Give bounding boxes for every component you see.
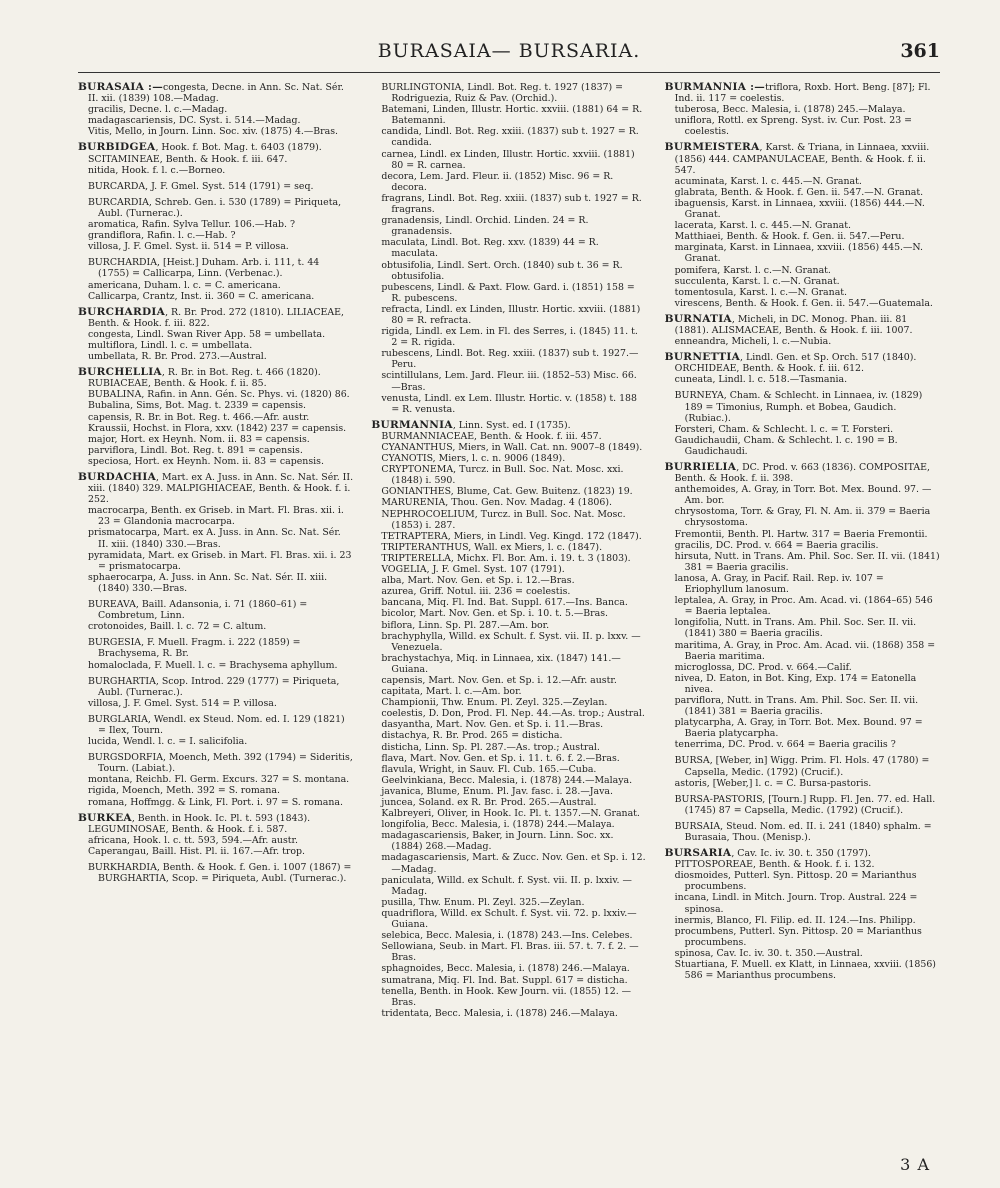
entry-line: Kraussii, Hochst. in Flora, xxv. (1842) 237 = capensis. <box>88 422 347 434</box>
genus-entry <box>665 390 940 457</box>
entry-line: major, Hort. ex Heynh. Nom. ii. 83 = capensis. <box>88 433 310 445</box>
entry-line: diosmoides, Putterl. Syn. Pittosp. 20 = Marianthus procumbens. <box>674 870 917 893</box>
genus-entry <box>665 794 940 816</box>
entry-line: Championii, Thw. Enum. Pl. Zeyl. 325.—Zeylan. <box>381 697 608 709</box>
entry-line: paniculata, Willd. ex Schult. f. Syst. vii. II. p. lxxiv. —Madag. <box>381 874 632 897</box>
entry-line: pusilla, Thw. Enum. Pl. Zeyl. 325.—Zeylan. <box>381 896 585 908</box>
entry-line: BURNEYA, Cham. & Schlecht. in Linnaea, iv. (1829) 189 = Timonius, Rumph. et Bobea, Gaudich. (Rubiac.). <box>674 390 923 424</box>
running-title: BURASAIA— BURSARIA. <box>377 40 641 62</box>
entry-line: procumbens, Putterl. Syn. Pittosp. 20 = Marianthus procumbens. <box>674 925 922 948</box>
genus-entry <box>78 599 353 632</box>
genus-entry <box>78 472 353 594</box>
page-number: 361 <box>900 40 940 62</box>
entry-line: americana, Duham. l. c. = C. americana. <box>88 279 281 291</box>
genus-entry <box>78 367 353 467</box>
entry-line: selebica, Becc. Malesia, i. (1878) 243.—Ins. Celebes. <box>381 930 633 942</box>
entry-line: BURCARDIA, Schreb. Gen. i. 530 (1789) = Piriqueta, Aubl. (Turnerac.). <box>88 196 342 219</box>
genus-entry <box>665 142 940 308</box>
header-rule <box>78 72 940 73</box>
entry-line: grandiflora, Rafin. l. c.—Hab. ? <box>88 230 236 242</box>
entry-headword: BURMANNIA <box>371 418 453 431</box>
entry-line: sphaerocarpa, A. Juss. in Ann. Sc. Nat. Sér. II. xiii. (1840) 330.—Bras. <box>88 571 328 594</box>
entry-line: capensis, R. Br. in Bot. Reg. t. 466.—Afr. austr. <box>88 411 310 423</box>
entry-line: Caperangau, Baill. Hist. Pl. ii. 167.—Afr. trop. <box>88 845 305 857</box>
entry-citation: , Mart. ex A. Juss. in Ann. Sc. Nat. Sér. II. xiii. (1840) 329. MALPIGHIACEAE, Benth. & Hook. f. i. 252. <box>88 472 354 506</box>
entry-line: chrysostoma, Torr. & Gray, Fl. N. Am. ii. 379 = Baeria chrysostoma. <box>674 506 931 529</box>
entry-line: coelestis, D. Don, Prod. Fl. Nep. 44.—As. trop.; Austral. <box>381 708 645 720</box>
entry-line: montana, Reichb. Fl. Germ. Excurs. 327 = S. montana. <box>88 774 350 786</box>
column-3 <box>665 82 940 1160</box>
entry-line: succulenta, Karst. l. c.—N. Granat. <box>674 275 840 287</box>
entry-line: tomentosula, Karst. l. c.—N. Granat. <box>674 286 848 298</box>
entry-line: alba, Mart. Nov. Gen. et Sp. i. 12.—Bras. <box>381 575 575 587</box>
entry-line: rigida, Lindl. ex Lem. in Fl. des Serres, i. (1845) 11. t. 2 = R. rigida. <box>381 326 638 349</box>
entry-line: flavula, Wright, in Sauv. Fl. Cub. 165.—Cuba. <box>381 763 597 775</box>
entry-line: Geelvinkiana, Becc. Malesia, i. (1878) 244.—Malaya. <box>381 774 633 786</box>
entry-line: aromatica, Rafin. Sylva Tellur. 106.—Hab. ? <box>88 219 295 231</box>
entry-line: lacerata, Karst. l. c. 445.—N. Granat. <box>674 220 851 232</box>
column-1 <box>78 82 353 1160</box>
genus-entry <box>665 352 940 385</box>
entry-headword: BURASAIA :— <box>78 82 164 93</box>
entry-line: romana, Hoffmgg. & Link, Fl. Port. i. 97 = S. romana. <box>88 796 343 808</box>
entry-headword: BURNETTIA <box>664 351 741 364</box>
entry-line: distachya, R. Br. Prod. 265 = disticha. <box>381 730 563 742</box>
entry-citation: , Linn. Syst. ed. I (1735). BURMANNIACEAE, Benth. & Hook. f. iii. 457. <box>381 419 602 442</box>
entry-line: maritima, A. Gray, in Proc. Am. Acad. vii. (1868) 358 = Baeria maritima. <box>674 639 936 662</box>
entry-line: Kalbreyeri, Oliver, in Hook. Ic. Pl. t. 1357.—N. Granat. <box>381 808 640 820</box>
genus-entry <box>78 142 353 175</box>
entry-line: scintillulans, Lem. Jard. Fleur. iii. (1852–53) Misc. 66. —Bras. <box>381 370 637 393</box>
entry-headword: BURRIELIA <box>664 461 737 473</box>
entry-line: nivea, D. Eaton, in Bot. King, Exp. 174 = Eatonella nivea. <box>674 672 917 695</box>
entry-citation: congesta, Decne. in Ann. Sc. Nat. Sér. II. xii. (1839) 108.—Madag. <box>88 82 344 105</box>
genus-entry <box>78 862 353 884</box>
entry-line: anthemoides, A. Gray, in Torr. Bot. Mex. Bound. 97. —Am. bor. <box>674 484 932 507</box>
entry-line: tenella, Benth. in Hook. Kew Journ. vii. (1855) 12. —Bras. <box>381 985 632 1008</box>
entry-line: CYANOTIS, Miers, l. c. n. 9006 (1849). <box>381 453 566 465</box>
entry-headword: BURSARIA <box>664 847 732 860</box>
entry-line: brachystachya, Miq. in Linnaea, xix. (1847) 141.—Guiana. <box>381 652 621 675</box>
entry-line: javanica, Blume, Enum. Pl. Jav. fasc. i. 28.—Java. <box>381 785 613 797</box>
entry-line: BURSA, [Weber, in] Wigg. Prim. Fl. Hols. 47 (1780) = Capsella, Medic. (1792) (Crucif.). <box>674 755 930 778</box>
genus-entry <box>78 82 353 137</box>
entry-citation: , Benth. in Hook. Ic. Pl. t. 593 (1843). LEGUMINOSAE, Benth. & Hook. f. i. 587. <box>88 812 311 835</box>
entry-line: juncea, Soland. ex R. Br. Prod. 265.—Austral. <box>381 797 597 808</box>
entry-citation: , Cav. Ic. iv. 30. t. 350 (1797). PITTOSPOREAE, Benth. & Hook. f. i. 132. <box>674 848 875 871</box>
entry-line: congesta, Lindl. Swan River App. 58 = umbellata. <box>88 328 326 340</box>
entry-line: spinosa, Cav. Ic. iv. 30. t. 350.—Austral. <box>674 947 863 959</box>
entry-line: TETRAPTERA, Miers, in Lindl. Veg. Kingd. 172 (1847). <box>381 530 642 542</box>
entry-citation: , R. Br. in Bot. Reg. t. 466 (1820). RUBIACEAE, Benth. & Hook. f. ii. 85. <box>88 367 321 390</box>
entry-line: BURSAIA, Steud. Nom. ed. II. i. 241 (1840) sphalm. = Burasaia, Thou. (Menisp.). <box>674 820 932 843</box>
genus-entry <box>78 197 353 252</box>
entry-line: TRIPTERELLA, Michx. Fl. Bor. Am. i. 19. t. 3 (1803). <box>381 552 631 564</box>
entry-line: leptalea, A. Gray, in Proc. Am. Acad. vi. (1864–65) 546 = Baeria leptalea. <box>674 595 933 618</box>
entry-line: Fremontii, Benth. Pl. Hartw. 317 = Baeria Fremontii. <box>674 528 928 540</box>
entry-line: BURGSDORFIA, Moench, Meth. 392 (1794) = Sideritis, Tourn. (Labiat.). <box>88 752 353 775</box>
entry-line: africana, Hook. l. c. tt. 593, 594.—Afr. austr. <box>88 834 298 846</box>
text-columns <box>78 82 940 1160</box>
entry-line: speciosa, Hort. ex Heynh. Nom. ii. 83 = capensis. <box>88 455 324 467</box>
entry-line: NEPHROCOELIUM, Turcz. in Bull. Soc. Nat. Mosc. (1853) i. 287. <box>381 508 626 531</box>
entry-line: rigida, Moench, Meth. 392 = S. romana. <box>88 785 280 797</box>
entry-line: CRYPTONEMA, Turcz. in Bull. Soc. Nat. Mosc. xxi. (1848) i. 590. <box>381 464 624 487</box>
entry-line: disticha, Linn. Sp. Pl. 287.—As. trop.; Austral. <box>381 741 600 753</box>
entry-line: parviflora, Lindl. Bot. Reg. t. 891 = capensis. <box>88 444 303 456</box>
genus-entry <box>78 181 353 192</box>
entry-headword: BURNATIA <box>664 312 732 325</box>
entry-line: capensis, Mart. Nov. Gen. et Sp. i. 12.—Afr. austr. <box>381 674 617 686</box>
entry-citation: , Lindl. Gen. et Sp. Orch. 517 (1840). ORCHIDEAE, Benth. & Hook. f. iii. 612. <box>674 352 917 375</box>
entry-line: prismatocarpa, Mart. ex A. Juss. in Ann. Sc. Nat. Sér. II. xiii. (1840) 330.—Bras. <box>88 527 341 550</box>
entry-line: umbellata, R. Br. Prod. 273.—Austral. <box>88 351 267 363</box>
genus-entry <box>78 637 353 670</box>
column-2 <box>371 82 646 1160</box>
entry-line: fragrans, Lindl. Bot. Reg. xxiii. (1837) sub t. 1927 = R. fragrans. <box>381 192 642 216</box>
entry-line: BURKHARDIA, Benth. & Hook. f. Gen. i. 1007 (1867) = BURGHARTIA, Scop. = Piriqueta, Aubl. (Turnerac.). <box>88 862 352 885</box>
genus-entry <box>78 752 353 807</box>
entry-line: MARURENIA, Thou. Gen. Nov. Madag. 4 (1806). <box>381 497 612 509</box>
entry-line: pyramidata, Mart. ex Griseb. in Mart. Fl. Bras. xii. i. 23 = prismatocarpa. <box>88 549 352 572</box>
entry-line: nitida, Hook. f. l. c.—Borneo. <box>88 164 226 176</box>
genus-entry <box>665 462 940 750</box>
entry-line: BUBALINA, Rafin. in Ann. Gén. Sc. Phys. vi. (1820) 86. <box>88 389 350 401</box>
entry-citation: , Karst. & Triana, in Linnaea, xxviii. (1856) 444. CAMPANULACEAE, Benth. & Hook. f. ii. 547. <box>674 142 930 176</box>
entry-line: maculata, Lindl. Bot. Reg. xxv. (1839) 44 = R. maculata. <box>381 237 599 260</box>
entry-line: Batemani, Linden, Illustr. Hortic. xxviii. (1881) 64 = R. Batemanni. <box>381 104 643 127</box>
genus-entry <box>78 307 353 362</box>
entry-line: granadensis, Lindl. Orchid. Linden. 24 = R. granadensis. <box>381 215 589 238</box>
entry-citation: , Micheli, in DC. Monog. Phan. iii. 81 (1881). ALISMACEAE, Benth. & Hook. f. iii. 1007. <box>674 313 913 336</box>
genus-entry <box>665 82 940 137</box>
entry-line: ibaguensis, Karst. in Linnaea, xxviii. (1856) 444.—N. Granat. <box>674 197 925 221</box>
entry-line: madagascariensis, Mart. & Zucc. Nov. Gen. et Sp. i. 12.—Madag. <box>381 852 646 875</box>
entry-line: longifolia, Becc. Malesia, i. (1878) 244.—Malaya. <box>381 819 615 831</box>
genus-entry <box>665 821 940 843</box>
entry-line: hirsuta, Nutt. in Trans. Am. Phil. Soc. Ser. II. vii. (1841) 381 = Baeria gracilis. <box>674 550 940 573</box>
entry-line: Gaudichaudii, Cham. & Schlecht. l. c. 190 = B. Gaudichaudi. <box>674 434 898 457</box>
entry-line: BUREAVA, Baill. Adansonia, i. 71 (1860–61) = Combretum, Linn. <box>88 599 308 622</box>
entry-line: biflora, Linn. Sp. Pl. 287.—Am. bor. <box>381 619 550 631</box>
entry-line: villosa, J. F. Gmel. Syst. 514 = P. villosa. <box>88 697 277 709</box>
entry-line: rubescens, Lindl. Bot. Reg. xxiii. (1837) sub t. 1927.—Peru. <box>381 348 639 371</box>
entry-headword: BURDACHIA <box>78 471 157 483</box>
entry-line: BURGLARIA, Wendl. ex Steud. Nom. ed. I. 129 (1821) = Ilex, Tourn. <box>88 713 345 736</box>
entry-line: parviflora, Nutt. in Trans. Am. Phil. Soc. Ser. II. vii. (1841) 381 = Baeria gracilis. <box>674 694 919 718</box>
entry-line: capitata, Mart. l. c.—Am. bor. <box>381 686 522 698</box>
entry-line: venusta, Lindl. ex Lem. Illustr. Hortic. v. (1858) t. 188 = R. venusta. <box>381 392 637 415</box>
entry-line: Vitis, Mello, in Journ. Linn. Soc. xiv. (1875) 4.—Bras. <box>88 126 339 138</box>
entry-line: multiflora, Lindl. l. c. = umbellata. <box>88 339 253 351</box>
entry-line: madagascariensis, DC. Syst. i. 514.—Madag. <box>88 115 301 127</box>
entry-line: tridentata, Becc. Malesia, i. (1878) 246.—Malaya. <box>381 1007 618 1019</box>
entry-line: astoris, [Weber,] l. c. = C. Bursa-pastoris. <box>674 777 872 789</box>
entry-line: sphagnoides, Becc. Malesia, i. (1878) 246.—Malaya. <box>381 963 630 975</box>
entry-line: dasyantha, Mart. Nov. Gen. et Sp. i. 11.—Bras. <box>381 719 604 731</box>
entry-line: Sellowiana, Seub. in Mart. Fl. Bras. iii. 57. t. 7. f. 2. —Bras. <box>381 941 639 964</box>
entry-line: CYANANTHUS, Miers, in Wall. Cat. nn. 9007–8 (1849). <box>381 442 643 453</box>
entry-headword: BURKEA <box>78 811 132 824</box>
entry-line: lanosa, A. Gray, in Pacif. Rail. Rep. iv. 107 = Eriophyllum lanosum. <box>674 572 884 596</box>
entry-line: enneandra, Micheli, l. c.—Nubia. <box>674 336 832 348</box>
entry-line: marginata, Karst. in Linnaea, xxviii. (1856) 445.—N. Granat. <box>674 242 923 265</box>
entry-line: madagascariensis, Baker, in Journ. Linn. Soc. xx. (1884) 268.—Madag. <box>381 830 614 853</box>
entry-headword: BURBIDGEA <box>78 141 156 154</box>
entry-line: lucida, Wendl. l. c. = I. salicifolia. <box>88 736 248 748</box>
entry-line: Callicarpa, Crantz, Inst. ii. 360 = C. americana. <box>88 290 315 302</box>
entry-line: flava, Mart. Nov. Gen. et Sp. i. 11. t. 6. f. 2.—Bras. <box>381 752 620 764</box>
entry-headword: BURCHELLIA <box>78 366 162 379</box>
entry-line: BURGHARTIA, Scop. Introd. 229 (1777) = Piriqueta, Aubl. (Turnerac.). <box>88 675 340 698</box>
entry-line: brachyphylla, Willd. ex Schult. f. Syst. vii. II. p. lxxv. —Venezuela. <box>381 630 641 653</box>
entry-line: quadriflora, Willd. ex Schult. f. Syst. vii. 72. p. lxxiv.—Guiana. <box>381 907 637 931</box>
entry-line: BURCHARDIA, [Heist.] Duham. Arb. i. 111, t. 44 (1755) = Callicarpa, Linn. (Verbenac.). <box>88 257 320 280</box>
entry-line: obtusifolia, Lindl. Sert. Orch. (1840) sub t. 36 = R. obtusifolia. <box>381 259 623 282</box>
entry-line: VOGELIA, J. F. Gmel. Syst. 107 (1791). <box>381 564 565 576</box>
entry-line: GONIANTHES, Blume, Cat. Gew. Buitenz. (1823) 19. <box>381 486 633 498</box>
entry-line: bancana, Miq. Fl. Ind. Bat. Suppl. 617.—Ins. Banca. <box>381 597 628 609</box>
entry-line: BURSA-PASTORIS, [Tourn.] Rupp. Fl. Jen. 77. ed. Hall. (1745) 87 = Capsella, Medic. (1792) (Crucif.). <box>674 793 936 816</box>
genus-entry <box>78 813 353 857</box>
entry-line: crotonoides, Baill. l. c. 72 = C. altum. <box>88 621 267 633</box>
genus-entry <box>371 82 646 415</box>
entry-line: BURCARDA, J. F. Gmel. Syst. 514 (1791) = seq. <box>88 180 314 192</box>
entry-line: pubescens, Lindl. & Paxt. Flow. Gard. i. (1851) 158 = R. pubescens. <box>381 281 635 304</box>
entry-citation: , Hook. f. Bot. Mag. t. 6403 (1879). SCITAMINEAE, Benth. & Hook. f. iii. 647. <box>88 142 322 165</box>
entry-line: azurea, Griff. Notul. iii. 236 = coelestis. <box>381 586 571 598</box>
entry-line: Stuartiana, F. Muell. ex Klatt, in Linnaea, xxviii. (1856) 586 = Marianthus procumbens. <box>674 959 936 982</box>
genus-entry <box>371 420 646 1019</box>
entry-line: BURLINGTONIA, Lindl. Bot. Reg. t. 1927 (1837) = Rodriguezia, Ruiz & Pav. (Orchid.). <box>381 82 623 105</box>
entry-line: incana, Lindl. in Mitch. Journ. Trop. Austral. 224 = spinosa. <box>674 892 918 915</box>
genus-entry <box>78 257 353 301</box>
entry-line: macrocarpa, Benth. ex Griseb. in Mart. Fl. Bras. xii. i. 23 = Glandonia macrocarpa. <box>88 505 344 528</box>
entry-line: carnea, Lindl. ex Linden, Illustr. Hortic. xxviii. (1881) 80 = R. carnea. <box>381 148 635 171</box>
genus-entry <box>78 676 353 709</box>
signature-mark: 3 A <box>900 1155 930 1174</box>
page-header <box>78 36 940 72</box>
entry-citation: , DC. Prod. v. 663 (1836). COMPOSITAE, Benth. & Hook. f. ii. 398. <box>674 462 930 485</box>
entry-line: uniflora, Rottl. ex Spreng. Syst. iv. Cur. Post. 23 = coelestis. <box>674 115 913 138</box>
entry-line: tenerrima, DC. Prod. v. 664 = Baeria gracilis ? <box>674 739 896 751</box>
entry-line: bicolor, Mart. Nov. Gen. et Sp. i. 10. t. 5.—Bras. <box>381 608 609 620</box>
entry-line: gracilis, DC. Prod. v. 664 = Baeria gracilis. <box>674 539 879 551</box>
entry-headword: BURMANNIA :— <box>664 82 766 93</box>
entry-line: villosa, J. F. Gmel. Syst. ii. 514 = P. villosa. <box>88 241 289 253</box>
entry-line: gracilis, Decne. l. c.—Madag. <box>88 104 228 116</box>
entry-line: tuberosa, Becc. Malesia, i. (1878) 245.—Malaya. <box>674 104 906 116</box>
entry-line: sumatrana, Miq. Fl. Ind. Bat. Suppl. 617 = disticha. <box>381 974 628 986</box>
entry-line: refracta, Lindl. ex Linden, Illustr. Hortic. xxviii. (1881) 80 = R. refracta. <box>381 303 641 326</box>
entry-line: glabrata, Benth. & Hook. f. Gen. ii. 547.—N. Granat. <box>674 186 924 198</box>
entry-line: cuneata, Lindl. l. c. 518.—Tasmania. <box>674 374 848 386</box>
genus-entry <box>665 848 940 981</box>
entry-line: platycarpha, A. Gray, in Torr. Bot. Mex. Bound. 97 = Baeria platycarpha. <box>674 717 923 740</box>
entry-line: BURGESIA, F. Muell. Fragm. i. 222 (1859) = Brachysema, R. Br. <box>88 637 301 660</box>
entry-headword: BURMEISTERA <box>664 141 760 154</box>
entry-headword: BURCHARDIA <box>78 305 166 318</box>
entry-line: homaloclada, F. Muell. l. c. = Brachysema aphyllum. <box>88 659 338 671</box>
genus-entry <box>665 755 940 788</box>
entry-line: pomifera, Karst. l. c.—N. Granat. <box>674 264 831 276</box>
entry-line: acuminata, Karst. l. c. 445.—N. Granat. <box>674 175 862 187</box>
entry-line: microglossa, DC. Prod. v. 664.—Calif. <box>674 661 852 673</box>
entry-line: decora, Lem. Jard. Fleur. ii. (1852) Misc. 96 = R. decora. <box>381 170 614 193</box>
entry-line: TRIPTERANTHUS, Wall. ex Miers, l. c. (1847). <box>381 541 603 553</box>
entry-citation: triflora, Roxb. Hort. Beng. [87]; Fl. Ind. ii. 117 = coelestis. <box>674 82 931 105</box>
entry-line: Bubalina, Sims, Bot. Mag. t. 2339 = capensis. <box>88 400 307 412</box>
entry-line: Matthiaei, Benth. & Hook. f. Gen. ii. 547.—Peru. <box>674 231 905 243</box>
entry-line: longifolia, Nutt. in Trans. Am. Phil. Soc. Ser. II. vii. (1841) 380 = Baeria gracilis. <box>674 617 917 640</box>
entry-line: inermis, Blanco, Fl. Filip. ed. II. 124.—Ins. Philipp. <box>674 914 916 926</box>
entry-line: Forsteri, Cham. & Schlecht. l. c. = T. Forsteri. <box>674 423 894 435</box>
entry-line: virescens, Benth. & Hook. f. Gen. ii. 547.—Guatemala. <box>674 297 933 309</box>
entry-citation: , R. Br. Prod. 272 (1810). LILIACEAE, Benth. & Hook. f. iii. 822. <box>88 306 344 329</box>
genus-entry <box>78 714 353 747</box>
entry-line: candida, Lindl. Bot. Reg. xxiii. (1837) sub t. 1927 = R. candida. <box>381 126 639 149</box>
genus-entry <box>665 314 940 347</box>
